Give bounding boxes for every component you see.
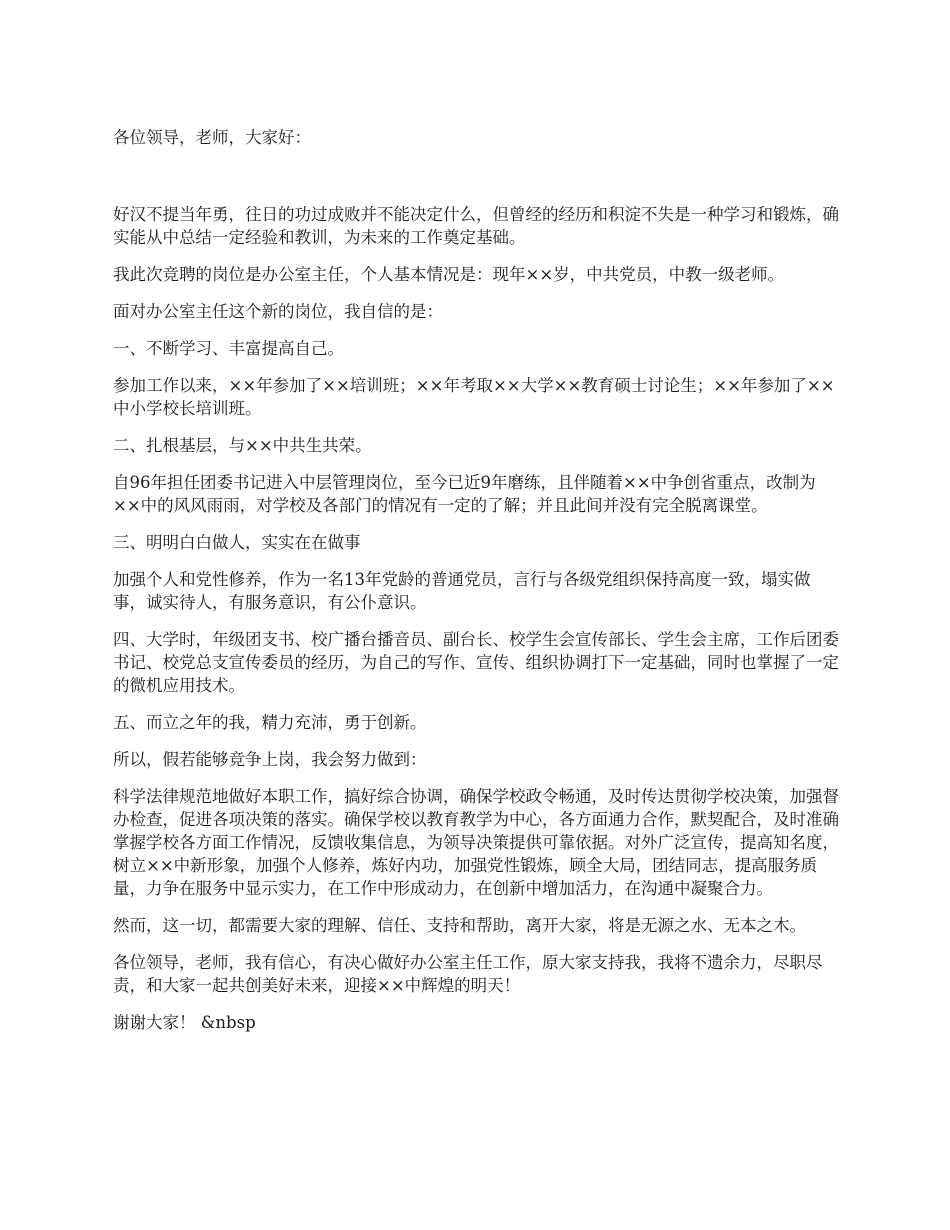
paragraph-2: 我此次竞聘的岗位是办公室主任，个人基本情况是：现年××岁，中共党员，中教一级老师。 [113, 265, 785, 284]
paragraph-13: 科学法律规范地做好本职工作，搞好综合协调，确保学校政令畅通，及时传达贯彻学校决策，加强督办检查，促进各项决策的落实。确保学校以教育教学为中心，各方面通力合作，默契配合，及时准确掌握学校各方面工作情况，反馈收集信息，为领导决策提供可靠依据。对外广泛宣传，提高知名度，树立××中新形象，加强个人修养，炼好内功，加强党性锻炼，顾全大局，团结同志，提高服务质量，力争在服务中显示实力，在工作中形成动力，在创新中增加活力，在沟通中凝聚合力。 [113, 787, 839, 898]
section-heading-1: 一、不断学习、丰富提高自己。 [113, 339, 344, 358]
section-heading-4: 四、大学时，年级团支书、校广播台播音员、副台长、校学生会宣传部长、学生会主席，工作后团委书记、校党总支宣传委员的经历，为自己的写作、宣传、组织协调打下一定基础，同时也掌握了一定的微机应用技术。 [113, 630, 839, 695]
section-heading-2: 二、扎根基层，与××中共生共荣。 [113, 436, 372, 455]
paragraph-9: 加强个人和党性修养，作为一名13年党龄的普通党员，言行与各级党组织保持高度一致，塌实做事，诚实待人，有服务意识，有公仆意识。 [113, 570, 811, 612]
paragraph-1: 好汉不提当年勇，往日的功过成败并不能决定什么，但曾经的经历和积淀不失是一种学习和锻炼，确实能从中总结一定经验和教训，为未来的工作奠定基础。 [113, 205, 839, 247]
greeting-line: 各位领导，老师，大家好： [113, 128, 311, 147]
document-page [113, 126, 840, 1048]
paragraph-7: 自96年担任团委书记进入中层管理岗位，至今已近9年磨练，且伴随着××中争创省重点，改制为××中的风风雨雨，对学校及各部门的情况有一定的了解；并且此间并没有完全脱离课堂。 [113, 473, 816, 515]
paragraph-14: 然而，这一切，都需要大家的理解、信任、支持和帮助，离开大家，将是无源之水、无本之木。 [113, 916, 806, 935]
paragraph-3: 面对办公室主任这个新的岗位，我自信的是： [113, 302, 443, 321]
paragraph-15: 各位领导，老师，我有信心，有决心做好办公室主任工作，原大家支持我，我将不遗余力，尽职尽责，和大家一起共创美好未来，迎接××中辉煌的明天！ [113, 953, 823, 995]
paragraph-12: 所以，假若能够竞争上岗，我会努力做到： [113, 750, 427, 769]
section-heading-3: 三、明明白白做人，实实在在做事 [113, 533, 361, 552]
paragraph-5: 参加工作以来，××年参加了××培训班；××年考取××大学××教育硕士讨论生；××年参加了××中小学校长培训班。 [113, 376, 835, 418]
section-heading-5: 五、而立之年的我，精力充沛，勇于创新。 [113, 713, 427, 732]
closing-line: 谢谢大家！ &nbsp [113, 1013, 256, 1032]
